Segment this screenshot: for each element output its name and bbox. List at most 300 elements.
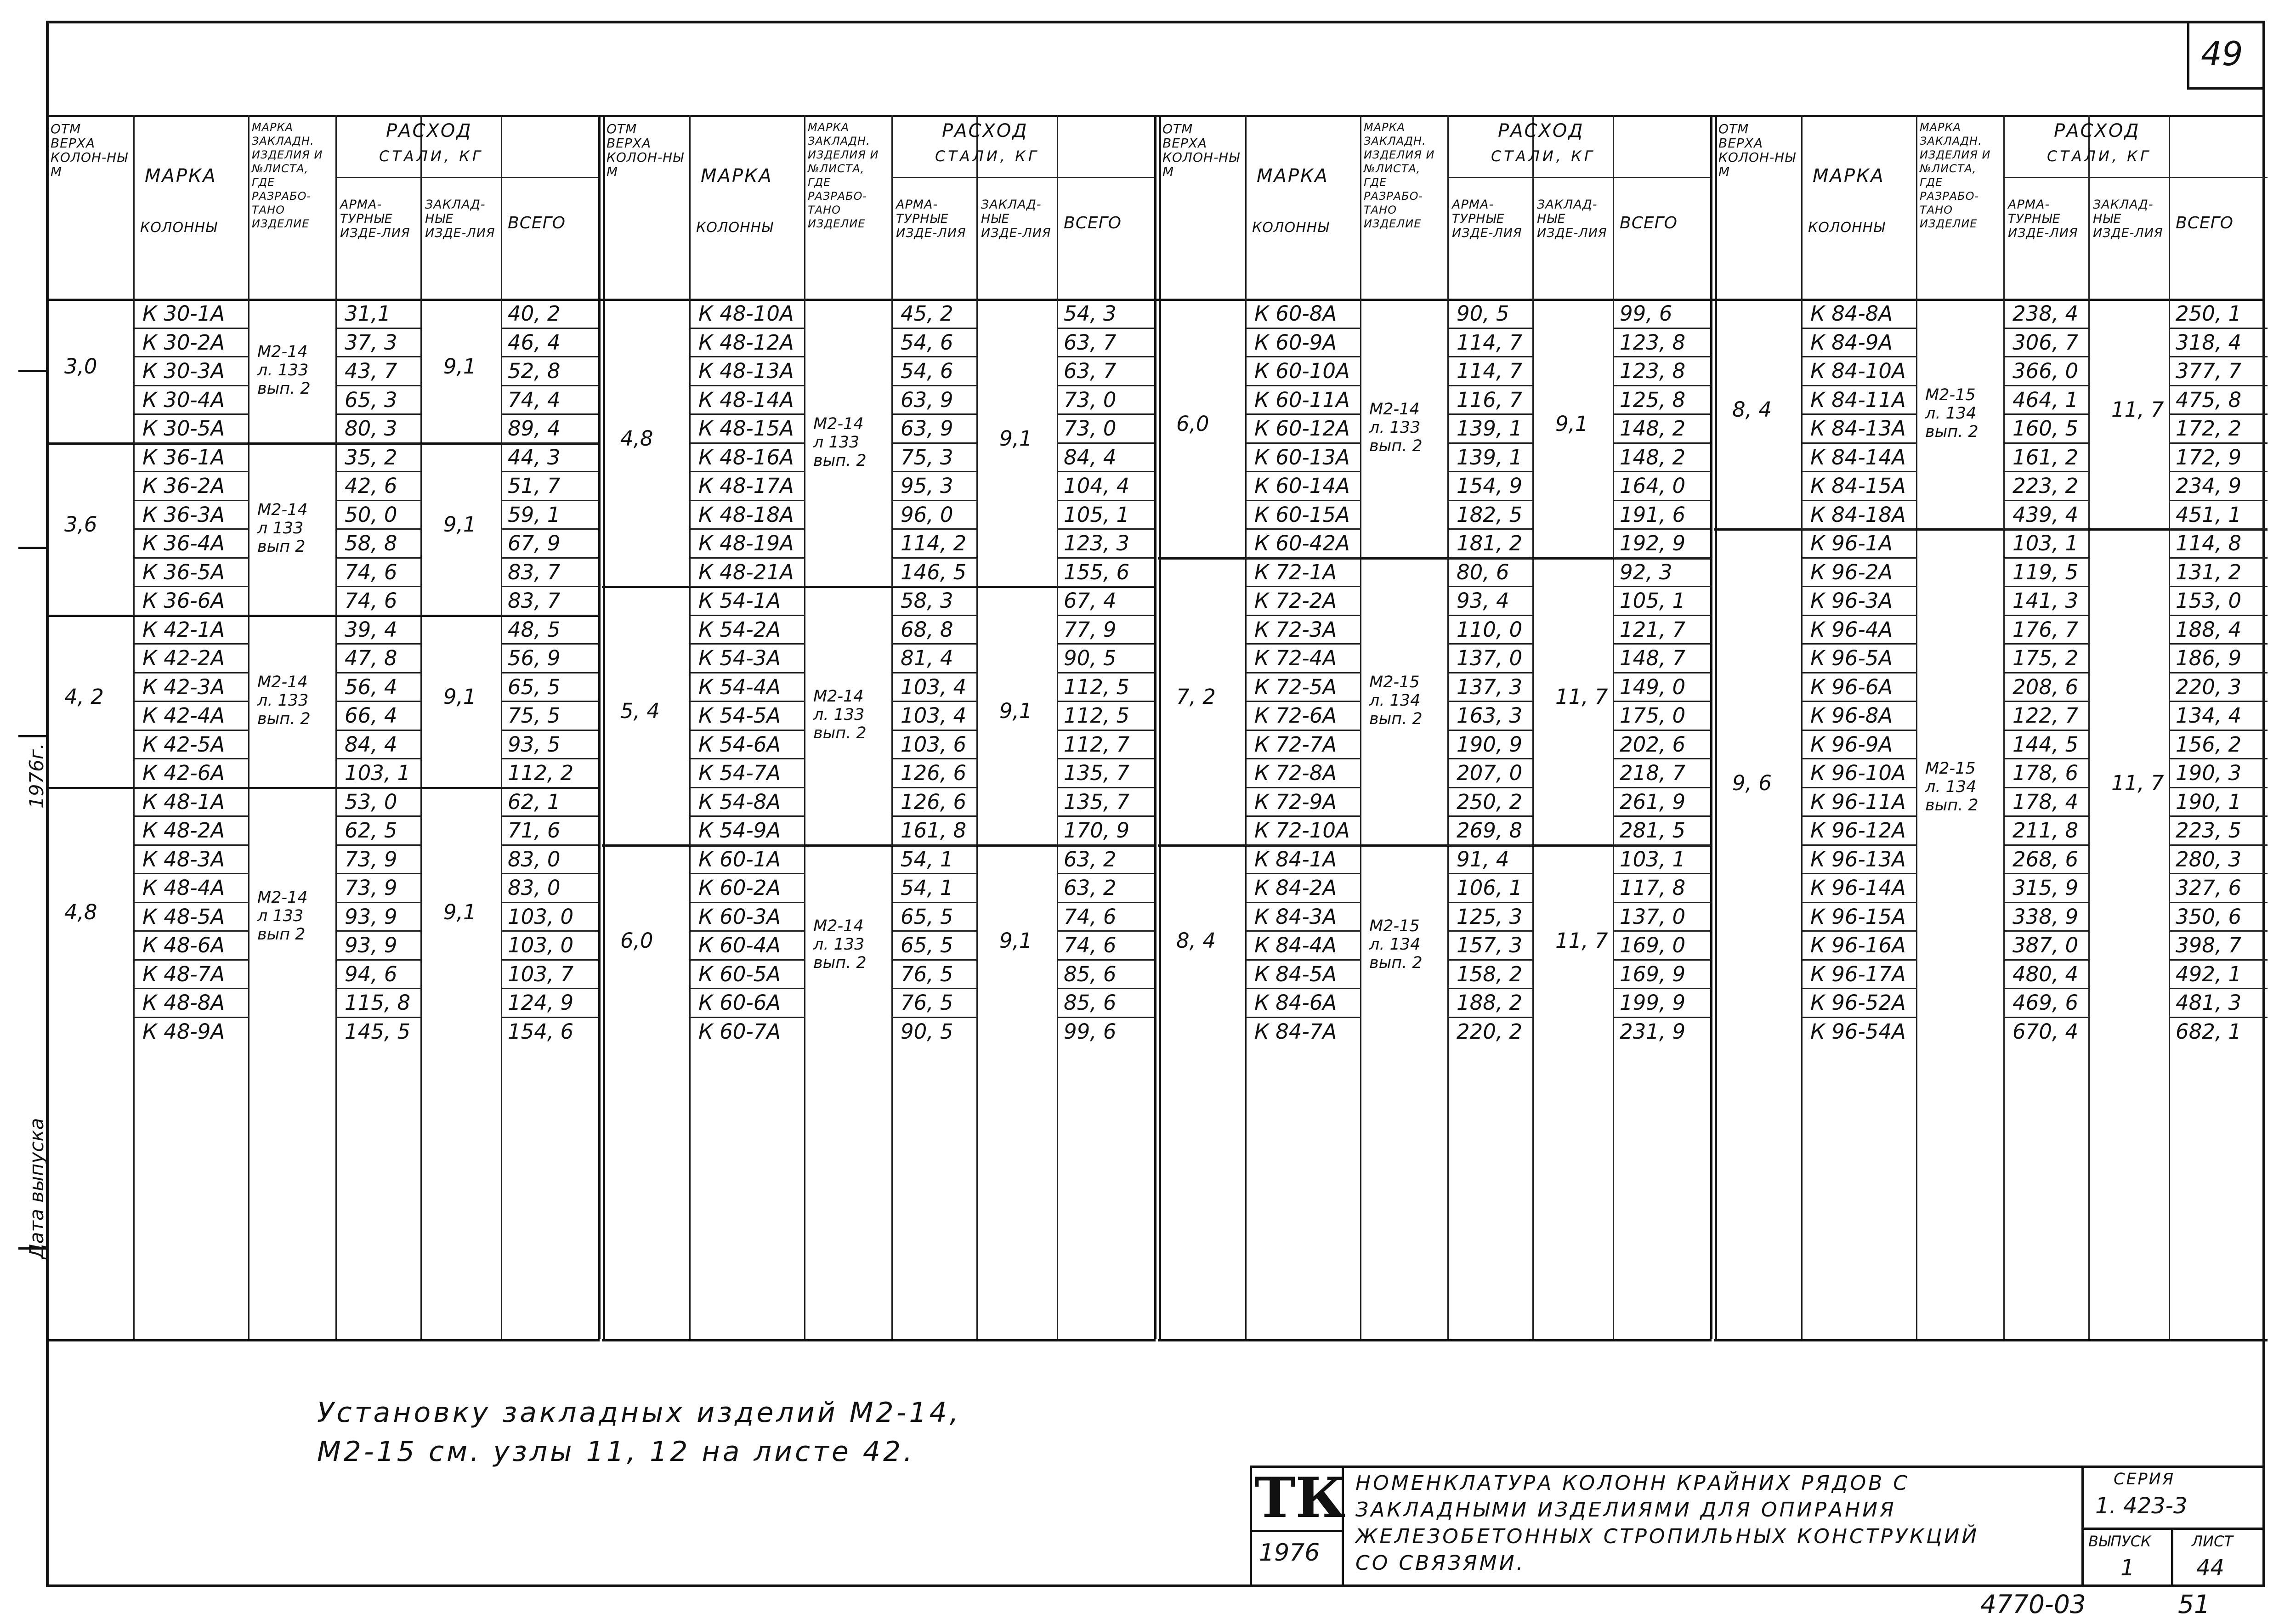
row-line <box>689 413 804 415</box>
row-line <box>1613 356 1712 357</box>
reinforcement-steel: 181, 2 <box>1457 531 1523 555</box>
total-steel: 492, 1 <box>2176 962 2242 986</box>
column-mark: К 60-13А <box>1254 445 1350 470</box>
total-steel: 117, 8 <box>1620 876 1686 900</box>
row-line <box>133 500 248 501</box>
row-line <box>689 844 804 846</box>
reinforcement-steel: 269, 8 <box>1457 818 1523 843</box>
group-elevation: 6,0 <box>620 928 653 953</box>
row-line <box>1447 758 1532 759</box>
issue-value: 1 <box>2120 1555 2135 1581</box>
reinforcement-steel: 84, 4 <box>345 732 397 757</box>
total-steel: 56, 9 <box>508 646 561 670</box>
column-mark: К 84-14А <box>1810 445 1906 470</box>
reinforcement-steel: 65, 5 <box>901 933 953 957</box>
row-line <box>1245 758 1360 759</box>
total-steel: 451, 1 <box>2176 502 2242 527</box>
row-line <box>133 442 248 444</box>
row-line <box>1447 844 1532 846</box>
embedded-part-ref: вып. 2 <box>1369 954 1423 973</box>
column-mark: К 96-52А <box>1810 990 1906 1015</box>
total-steel: 67, 4 <box>1064 588 1117 613</box>
row-line <box>1057 356 1156 357</box>
row-line <box>1057 672 1156 673</box>
row-line <box>133 328 248 329</box>
row-line <box>335 385 420 386</box>
row-line <box>2003 701 2088 702</box>
row-line <box>1447 873 1532 874</box>
row-line <box>2003 528 2088 530</box>
group-elevation: 3,6 <box>64 512 97 537</box>
reinforcement-steel: 90, 5 <box>901 1019 953 1044</box>
row-line <box>335 959 420 961</box>
column-line <box>804 115 805 1339</box>
row-line <box>1245 442 1360 444</box>
row-line <box>1447 385 1532 386</box>
header-total: ВСЕГО <box>1620 214 1678 232</box>
row-line <box>133 1017 248 1018</box>
column-mark: К 60-2А <box>698 876 781 900</box>
row-line <box>689 356 804 357</box>
header-embedded-part: МАРКА ЗАКЛАДН. ИЗДЕЛИЯ И №ЛИСТА, ГДЕ РАЗРАБО-ТАНО ИЗДЕЛИЕ <box>252 121 323 230</box>
embedded-part-ref: М2-14 <box>1369 400 1420 419</box>
row-line <box>891 586 976 587</box>
row-line <box>1245 844 1360 846</box>
row-line <box>1801 815 1916 817</box>
row-line <box>335 988 420 989</box>
column-mark: К 30-3А <box>142 359 225 383</box>
reinforcement-steel: 154, 9 <box>1457 474 1523 498</box>
column-mark: К 48-21А <box>698 560 794 584</box>
reinforcement-steel: 54, 6 <box>901 330 953 355</box>
embedded-part-ref: л. 133 <box>1369 419 1421 437</box>
header-mark: МАРКА <box>1813 165 1885 187</box>
row-line <box>1447 328 1532 329</box>
total-steel: 350, 6 <box>2176 904 2242 929</box>
total-steel: 85, 6 <box>1064 962 1117 986</box>
total-steel: 52, 8 <box>508 359 561 383</box>
reinforcement-steel: 250, 2 <box>1457 789 1523 814</box>
row-line <box>1057 586 1156 587</box>
row-line <box>1057 758 1156 759</box>
row-line <box>1245 471 1360 472</box>
column-mark: К 48-19А <box>698 531 794 555</box>
total-steel: 90, 5 <box>1064 646 1117 670</box>
column-mark: К 72-7А <box>1254 732 1337 757</box>
row-line <box>891 471 976 472</box>
total-steel: 149, 0 <box>1620 674 1686 699</box>
row-line <box>1245 500 1360 501</box>
row-line <box>1613 643 1712 645</box>
total-steel: 104, 4 <box>1064 474 1130 498</box>
row-line <box>1801 500 1916 501</box>
column-mark: К 84-15А <box>1810 474 1906 498</box>
column-mark: К 96-16А <box>1810 933 1906 957</box>
embedded-part-ref: вып. 2 <box>1369 437 1423 456</box>
reinforcement-steel: 366, 0 <box>2013 359 2079 383</box>
column-mark: К 30-4А <box>142 387 225 412</box>
row-line <box>1613 471 1712 472</box>
row-line <box>2169 385 2268 386</box>
total-steel: 67, 9 <box>508 531 561 555</box>
total-steel: 103, 0 <box>508 904 574 929</box>
total-steel: 112, 7 <box>1064 732 1130 757</box>
row-line <box>2003 844 2088 846</box>
row-line <box>501 930 600 932</box>
total-steel: 44, 3 <box>508 445 561 470</box>
row-line <box>689 758 804 759</box>
reinforcement-steel: 188, 2 <box>1457 990 1523 1015</box>
column-mark: К 42-4А <box>142 703 225 728</box>
reinforcement-steel: 54, 1 <box>901 876 953 900</box>
row-line <box>1245 385 1360 386</box>
column-mark: К 96-5А <box>1810 646 1893 670</box>
column-mark: К 96-6А <box>1810 674 1893 699</box>
embedded-part-ref: вып. 2 <box>1925 796 1979 815</box>
total-steel: 74, 6 <box>1064 904 1117 929</box>
reinforcement-steel: 439, 4 <box>2013 502 2079 527</box>
column-mark: К 48-7А <box>142 962 225 986</box>
reinforcement-steel: 114, 7 <box>1457 359 1523 383</box>
row-line <box>1613 528 1712 530</box>
row-line <box>501 643 600 645</box>
header-embedded-part: МАРКА ЗАКЛАДН. ИЗДЕЛИЯ И №ЛИСТА, ГДЕ РАЗРАБО-ТАНО ИЗДЕЛИЕ <box>808 121 879 230</box>
row-line <box>335 758 420 759</box>
column-mark: К 96-12А <box>1810 818 1906 843</box>
reinforcement-steel: 137, 3 <box>1457 674 1523 699</box>
row-line <box>501 672 600 673</box>
column-mark: К 30-5А <box>142 416 225 441</box>
total-steel: 156, 2 <box>2176 732 2242 757</box>
column-mark: К 72-1А <box>1254 560 1337 584</box>
row-line <box>2003 672 2088 673</box>
row-line <box>1447 500 1532 501</box>
row-line <box>1245 615 1360 616</box>
column-mark: К 84-13А <box>1810 416 1906 441</box>
reinforcement-steel: 95, 3 <box>901 474 953 498</box>
column-mark: К 48-10А <box>698 301 794 326</box>
row-line <box>891 356 976 357</box>
total-steel: 280, 3 <box>2176 847 2242 871</box>
row-line <box>2169 557 2268 559</box>
total-steel: 190, 1 <box>2176 789 2242 814</box>
column-mark: К 60-7А <box>698 1019 781 1044</box>
row-line <box>1447 815 1532 817</box>
block-bottom-line <box>46 1339 600 1341</box>
total-steel: 261, 9 <box>1620 789 1686 814</box>
reinforcement-steel: 106, 1 <box>1457 876 1523 900</box>
row-line <box>2003 902 2088 903</box>
embedded-part-ref: вып. 2 <box>813 724 867 743</box>
reinforcement-steel: 93, 9 <box>345 904 397 929</box>
column-mark: К 96-13А <box>1810 847 1906 871</box>
row-line <box>335 873 420 874</box>
column-mark: К 48-8А <box>142 990 225 1015</box>
column-mark: К 54-3А <box>698 646 781 670</box>
reinforcement-steel: 126, 6 <box>901 761 967 785</box>
row-line <box>1447 442 1532 444</box>
total-steel: 148, 2 <box>1620 445 1686 470</box>
column-mark: К 60-14А <box>1254 474 1350 498</box>
row-line <box>133 844 248 846</box>
embedded-part-ref: вып. 2 <box>1369 710 1423 728</box>
row-line <box>1801 356 1916 357</box>
embedded-steel: 9,1 <box>999 699 1032 724</box>
column-mark: К 84-2А <box>1254 876 1337 900</box>
total-steel: 191, 6 <box>1620 502 1686 527</box>
reinforcement-steel: 31,1 <box>345 301 391 326</box>
total-steel: 123, 8 <box>1620 330 1686 355</box>
row-line <box>501 902 600 903</box>
row-line <box>1057 500 1156 501</box>
row-line <box>1447 643 1532 645</box>
row-line <box>335 615 420 616</box>
reinforcement-steel: 161, 2 <box>2013 445 2079 470</box>
total-steel: 220, 3 <box>2176 674 2242 699</box>
row-line <box>2169 328 2268 329</box>
block-separator <box>598 115 601 1339</box>
header-mark: МАРКА <box>1257 165 1329 187</box>
column-mark: К 54-5А <box>698 703 781 728</box>
column-mark: К 84-9А <box>1810 330 1893 355</box>
total-steel: 131, 2 <box>2176 560 2242 584</box>
row-line <box>1613 873 1712 874</box>
title-line-2: ЗАКЛАДНЫМИ ИЗДЕЛИЯМИ ДЛЯ ОПИРАНИЯ <box>1355 1498 1896 1522</box>
row-line <box>335 844 420 846</box>
row-line <box>335 815 420 817</box>
total-steel: 172, 9 <box>2176 445 2242 470</box>
header-embedded-part: МАРКА ЗАКЛАДН. ИЗДЕЛИЯ И №ЛИСТА, ГДЕ РАЗРАБО-ТАНО ИЗДЕЛИЕ <box>1364 121 1435 230</box>
series-value: 1. 423-3 <box>2095 1493 2188 1519</box>
embedded-part-ref: М2-14 <box>813 414 864 433</box>
reinforcement-steel: 175, 2 <box>2013 646 2079 670</box>
embedded-part-ref: л. 133 <box>813 706 865 724</box>
reinforcement-steel: 53, 0 <box>345 789 397 814</box>
row-line <box>1057 787 1156 788</box>
column-mark: К 48-3А <box>142 847 225 871</box>
reinforcement-steel: 93, 9 <box>345 933 397 957</box>
row-line <box>335 902 420 903</box>
total-steel: 103, 0 <box>508 933 574 957</box>
row-line <box>1245 930 1360 932</box>
column-line <box>1447 115 1449 1339</box>
total-steel: 169, 0 <box>1620 933 1686 957</box>
tk-logo: ТК <box>1254 1466 1346 1530</box>
column-mark: К 36-1А <box>142 445 225 470</box>
header-mark: МАРКА <box>145 165 217 187</box>
embedded-steel: 11, 7 <box>1555 685 1608 709</box>
row-line <box>133 930 248 932</box>
reinforcement-steel: 103, 4 <box>901 674 967 699</box>
reinforcement-steel: 116, 7 <box>1457 387 1523 412</box>
column-mark: К 36-5А <box>142 560 225 584</box>
row-line <box>1801 385 1916 386</box>
row-line <box>1057 959 1156 961</box>
reinforcement-steel: 103, 1 <box>2013 531 2079 555</box>
row-line <box>501 844 600 846</box>
row-line <box>2169 730 2268 731</box>
row-line <box>891 500 976 501</box>
row-line <box>1613 672 1712 673</box>
total-steel: 172, 2 <box>2176 416 2242 441</box>
total-steel: 135, 7 <box>1064 789 1130 814</box>
embedded-part-ref: вып. 2 <box>257 379 311 398</box>
column-mark: К 54-6А <box>698 732 781 757</box>
row-line <box>2003 1017 2088 1018</box>
row-line <box>2003 787 2088 788</box>
embedded-part-ref: вып. 2 <box>813 954 867 973</box>
column-mark: К 48-2А <box>142 818 225 843</box>
reinforcement-steel: 54, 1 <box>901 847 953 871</box>
row-line <box>1801 959 1916 961</box>
row-line <box>689 442 804 444</box>
total-steel: 83, 7 <box>508 588 561 613</box>
row-line <box>335 730 420 731</box>
row-line <box>1801 557 1916 559</box>
column-mark: К 84-18А <box>1810 502 1906 527</box>
row-line <box>133 356 248 357</box>
column-mark: К 30-1А <box>142 301 225 326</box>
row-line <box>689 528 804 530</box>
row-line <box>1801 873 1916 874</box>
column-line <box>501 115 502 1339</box>
row-line <box>2003 873 2088 874</box>
row-line <box>2003 356 2088 357</box>
row-line <box>335 528 420 530</box>
header-column-word: КОЛОННЫ <box>1252 220 1329 236</box>
total-steel: 124, 9 <box>508 990 574 1015</box>
total-steel: 234, 9 <box>2176 474 2242 498</box>
series-label: СЕРИЯ <box>2114 1470 2175 1488</box>
embedded-part-ref: М2-14 <box>813 687 864 706</box>
row-line <box>1801 701 1916 702</box>
group-elevation: 4,8 <box>620 426 653 451</box>
reinforcement-steel: 114, 7 <box>1457 330 1523 355</box>
header-consumption: РАСХОД <box>942 120 1028 141</box>
row-line <box>1447 672 1532 673</box>
column-mark: К 72-9А <box>1254 789 1337 814</box>
row-line <box>335 557 420 559</box>
embedded-part-ref: л. 134 <box>1369 691 1421 710</box>
total-steel: 231, 9 <box>1620 1019 1686 1044</box>
row-line <box>1613 385 1712 386</box>
row-line <box>2003 471 2088 472</box>
column-line <box>2003 115 2005 1339</box>
header-steel-kg: СТАЛИ, КГ <box>379 147 483 165</box>
row-line <box>689 988 804 989</box>
row-line <box>1057 1017 1156 1018</box>
total-steel: 65, 5 <box>508 674 561 699</box>
row-line <box>689 730 804 731</box>
row-line <box>2169 1017 2268 1018</box>
embedded-part-ref: вып. 2 <box>257 710 311 728</box>
total-steel: 73, 0 <box>1064 416 1117 441</box>
embedded-part-ref: л 133 <box>813 433 860 452</box>
total-steel: 63, 2 <box>1064 876 1117 900</box>
row-line <box>2003 557 2088 559</box>
row-line <box>2003 442 2088 444</box>
row-line <box>1245 328 1360 329</box>
header-steel-kg: СТАЛИ, КГ <box>2047 147 2151 165</box>
header-consumption: РАСХОД <box>386 120 472 141</box>
reinforcement-steel: 62, 5 <box>345 818 397 843</box>
column-mark: К 48-13А <box>698 359 794 383</box>
reinforcement-steel: 480, 4 <box>2013 962 2079 986</box>
column-mark: К 36-4А <box>142 531 225 555</box>
reinforcement-steel: 160, 5 <box>2013 416 2079 441</box>
column-line <box>976 115 978 1339</box>
row-line <box>2169 787 2268 788</box>
row-line <box>501 356 600 357</box>
column-mark: К 96-2А <box>1810 560 1893 584</box>
row-line <box>1057 844 1156 846</box>
row-line <box>1447 787 1532 788</box>
column-mark: К 96-8А <box>1810 703 1893 728</box>
reinforcement-steel: 76, 5 <box>901 990 953 1015</box>
block-separator <box>1715 115 1717 1339</box>
total-steel: 682, 1 <box>2176 1019 2242 1044</box>
header-embedded: ЗАКЛАД-НЫЕ ИЗДЕ-ЛИЯ <box>425 198 495 240</box>
row-line <box>1245 586 1360 587</box>
row-line <box>335 701 420 702</box>
column-mark: К 54-9А <box>698 818 781 843</box>
row-line <box>2003 959 2088 961</box>
embedded-steel: 9,1 <box>999 426 1032 451</box>
row-line <box>2169 471 2268 472</box>
column-mark: К 36-2А <box>142 474 225 498</box>
row-line <box>501 873 600 874</box>
column-mark: К 48-12А <box>698 330 794 355</box>
row-line <box>1245 988 1360 989</box>
embedded-steel: 11, 7 <box>2111 770 2164 795</box>
row-line <box>1447 1017 1532 1018</box>
total-steel: 51, 7 <box>508 474 561 498</box>
row-line <box>133 586 248 587</box>
row-line <box>891 701 976 702</box>
row-line <box>1447 528 1532 530</box>
row-line <box>133 873 248 874</box>
reinforcement-steel: 315, 9 <box>2013 876 2079 900</box>
reinforcement-steel: 103, 4 <box>901 703 967 728</box>
column-mark: К 48-16А <box>698 445 794 470</box>
margin-tick <box>18 735 46 737</box>
reinforcement-steel: 63, 9 <box>901 387 953 412</box>
column-mark: К 72-5А <box>1254 674 1337 699</box>
embedded-steel: 9,1 <box>999 928 1032 953</box>
group-elevation: 8, 4 <box>1176 928 1216 953</box>
total-steel: 169, 9 <box>1620 962 1686 986</box>
row-line <box>1447 730 1532 731</box>
header-reinforcement: АРМА-ТУРНЫЕ ИЗДЕ-ЛИЯ <box>896 198 966 240</box>
group-elevation: 8, 4 <box>1732 397 1772 422</box>
row-line <box>891 815 976 817</box>
embedded-steel: 9,1 <box>1555 412 1588 436</box>
total-steel: 74, 4 <box>508 387 561 412</box>
row-line <box>501 815 600 817</box>
total-steel: 63, 7 <box>1064 359 1117 383</box>
row-line <box>1801 328 1916 329</box>
row-line <box>1613 557 1712 559</box>
total-steel: 54, 3 <box>1064 301 1117 326</box>
reinforcement-steel: 387, 0 <box>2013 933 2079 957</box>
column-line <box>133 115 135 1339</box>
title-line-1: НОМЕНКЛАТУРА КОЛОНН КРАЙНИХ РЯДОВ С <box>1355 1471 1910 1495</box>
row-line <box>2169 615 2268 616</box>
total-steel: 105, 1 <box>1620 588 1686 613</box>
row-line <box>2169 988 2268 989</box>
row-line <box>689 385 804 386</box>
embedded-part-ref: М2-14 <box>257 673 308 691</box>
